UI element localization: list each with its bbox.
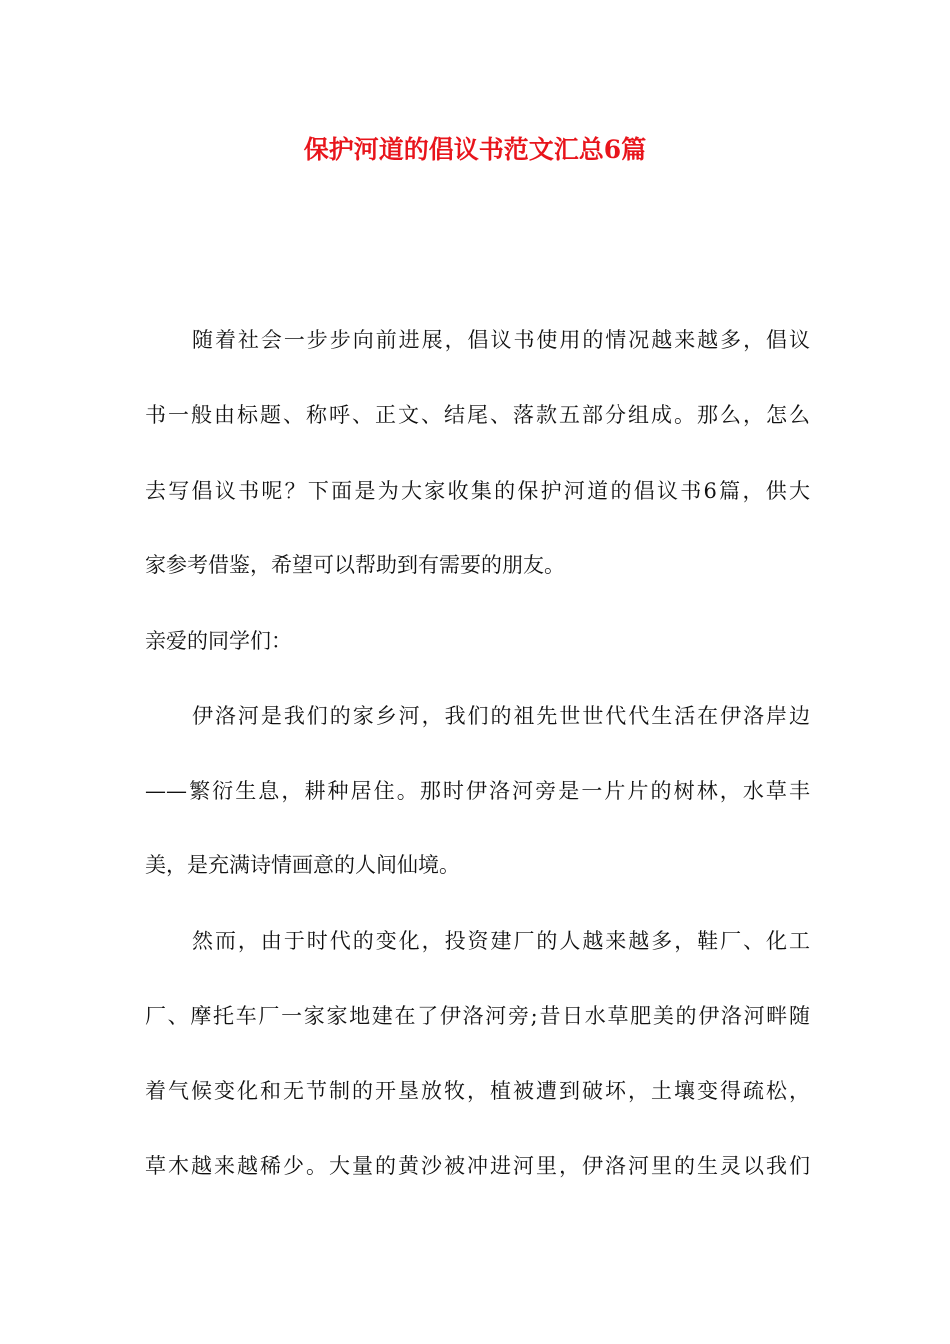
paragraph-line: 厂、摩托车厂一家家地建在了伊洛河旁;昔日水草肥美的伊洛河畔随 xyxy=(145,1004,810,1028)
paragraph-line: ——繁衍生息，耕种居住。那时伊洛河旁是一片片的树林，水草丰 xyxy=(145,779,810,803)
paragraph-line: 家参考借鉴，希望可以帮助到有需要的朋友。 xyxy=(145,553,565,577)
document-title: 保护河道的倡议书范文汇总6篇 xyxy=(303,135,647,164)
paragraph-line: 着气候变化和无节制的开垦放牧，植被遭到破坏，土壤变得疏松， xyxy=(145,1079,810,1103)
paragraph-line: 伊洛河是我们的家乡河，我们的祖先世世代代生活在伊洛岸边 xyxy=(192,704,810,728)
paragraph-line: 美，是充满诗情画意的人间仙境。 xyxy=(145,853,460,877)
paragraph-line: 草木越来越稀少。大量的黄沙被冲进河里，伊洛河里的生灵以我们 xyxy=(145,1154,810,1178)
paragraph-line: 去写倡议书呢？下面是为大家收集的保护河道的倡议书6篇，供大 xyxy=(145,479,810,503)
paragraph-line: 随着社会一步步向前进展，倡议书使用的情况越来越多，倡议 xyxy=(192,328,810,352)
salutation-line: 亲爱的同学们： xyxy=(145,629,292,653)
paragraph-line: 书一般由标题、称呼、正文、结尾、落款五部分组成。那么，怎么 xyxy=(145,403,810,427)
paragraph-line: 然而，由于时代的变化，投资建厂的人越来越多，鞋厂、化工 xyxy=(192,929,810,953)
